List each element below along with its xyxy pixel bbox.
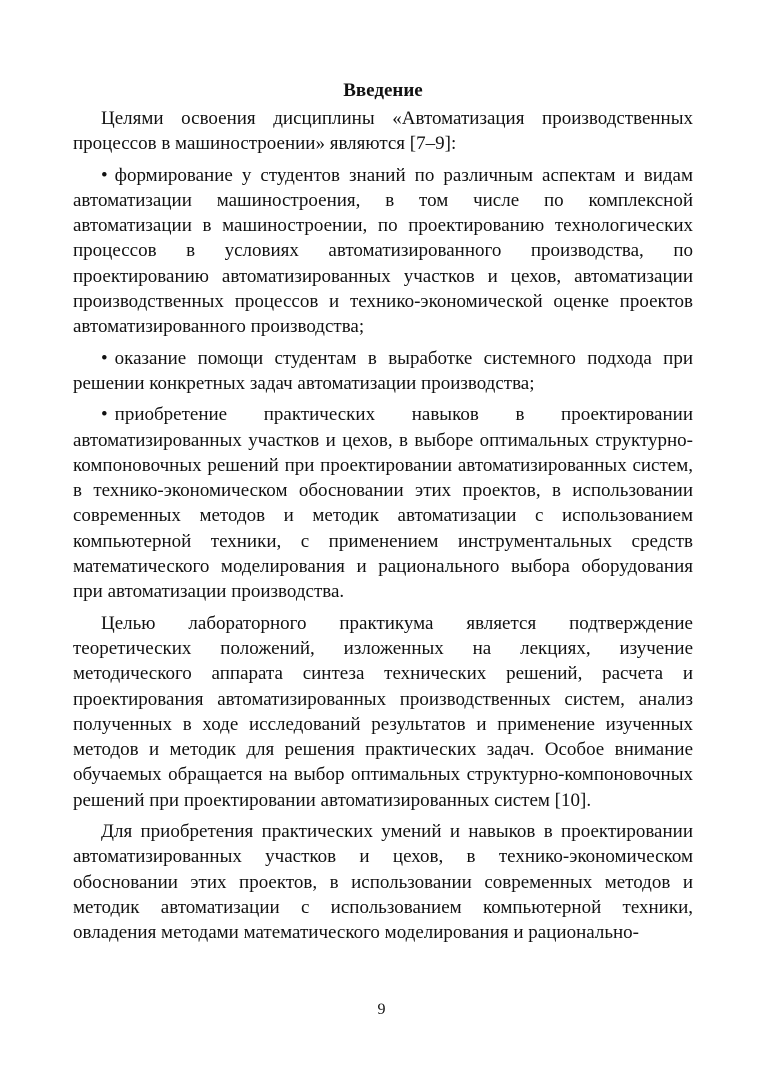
section-title: Введение <box>343 80 423 101</box>
bullet-item-1 <box>73 163 693 340</box>
body-paragraph-3: Для приобретения практических умений и навыков в проектировании автоматизированных участков и цехов, в технико-экономическом обосновании этих проектов, в использовании современных методов и методик автоматизации с использованием компьютерной техники, овладения методами математического моделирования и рационально- <box>73 821 693 944</box>
page-number: 9 <box>377 1001 386 1018</box>
intro-paragraph: Целями освоения дисциплины «Автоматизация производственных процессов в машиностроении» являются [7–9]: <box>73 108 693 155</box>
bullet-icon: • <box>101 404 108 426</box>
bullet-text-3: приобретение практических навыков в проектировании автоматизированных участков и цехов, в выборе оптимальных структурно-компоновочных решений при проектировании автоматизированных систем, в технико-экономическом обосновании этих проектов, в использовании современных методов и методик автоматизации с использованием компьютерной техники, с применением инструментальных средств математического моделирования и рационального выбора оборудования при автоматизации производства. <box>73 404 693 603</box>
body-paragraph-2: Целью лабораторного практикума является подтверждение теоретических положений, изложенных на лекциях, изучение методического аппарата синтеза технических решений, расчета и проектирования автоматизированных производственных систем, анализ полученных в ходе исследований результатов и применение изученных методов и методик для решения практических задач. Особое внимание обучаемых обращается на выбор оптимальных структурно-компоновочных решений при проектировании автоматизированных систем [10]. <box>73 612 693 811</box>
bullet-text-2: оказание помощи студентам в выработке системного подхода при решении конкретных задач автоматизации производства; <box>73 347 693 394</box>
bullet-text-1: формирование у студентов знаний по различным аспектам и видам автоматизации машиностроения, в том числе по комплексной автоматизации в машиностроении, по проектированию технологических процессов в условиях автоматизированного производства, по проектированию автоматизированных участков и цехов, автоматизации производственных процессов и технико-экономической оценке проектов автоматизированного производства; <box>73 164 693 338</box>
bullet-item-3 <box>73 402 693 604</box>
bullet-icon: • <box>101 347 108 369</box>
bullet-icon: • <box>101 164 108 186</box>
bullet-item-2 <box>73 346 693 397</box>
